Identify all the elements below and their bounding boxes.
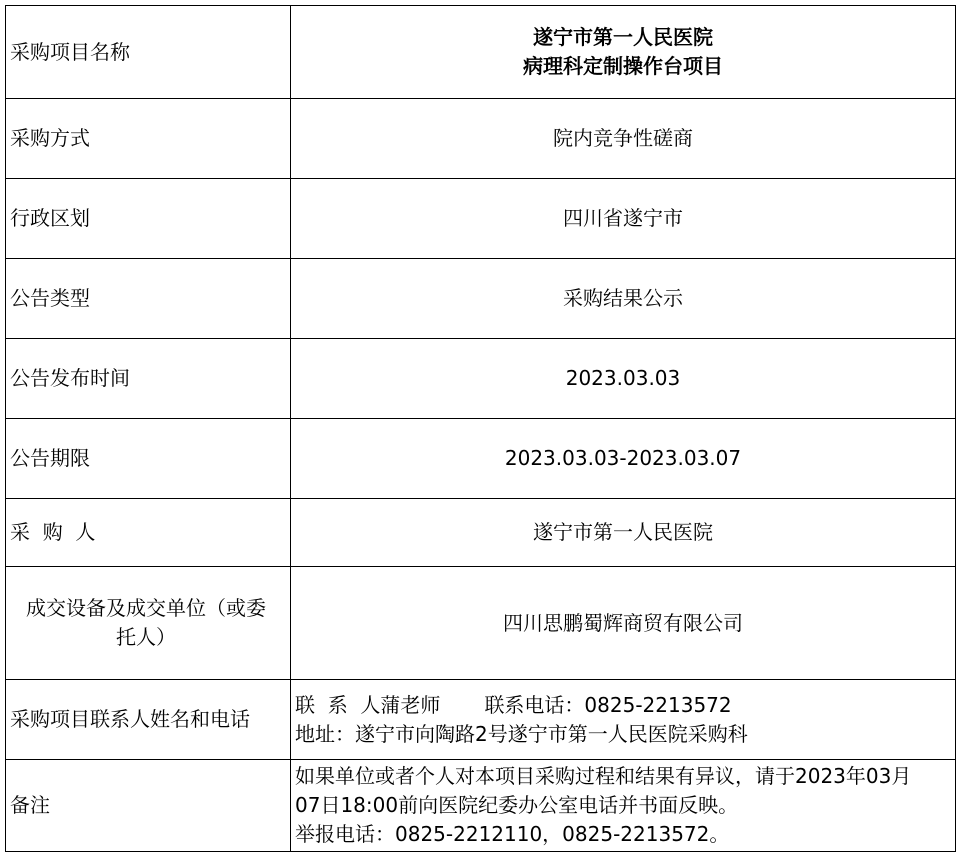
project-name-line2: 病理科定制操作台项目 <box>523 54 723 78</box>
contact-line1 <box>295 691 955 720</box>
notice-type-value: 采购结果公示 <box>291 259 956 339</box>
contact-address: 地址：遂宁市向陶路2号遂宁市第一人民医院采购科 <box>295 721 748 746</box>
region-label: 行政区划 <box>6 179 291 259</box>
method-value: 院内竞争性磋商 <box>291 99 956 179</box>
remarks-line3: 举报电话：0825-2212110，0825-2213572。 <box>295 822 730 846</box>
period-value: 2023.03.03-2023.03.07 <box>291 419 956 499</box>
notice-type-label: 公告类型 <box>6 259 291 339</box>
row-method <box>6 99 956 179</box>
row-remarks <box>6 760 956 852</box>
project-name-line1: 遂宁市第一人民医院 <box>533 25 713 49</box>
period-label: 公告期限 <box>6 419 291 499</box>
project-name-label: 采购项目名称 <box>6 6 291 99</box>
region-value: 四川省遂宁市 <box>291 179 956 259</box>
publish-time-value: 2023.03.03 <box>291 339 956 419</box>
row-project-name <box>6 6 956 99</box>
row-notice-type <box>6 259 956 339</box>
contact-phone: 联系电话：0825-2213572 <box>484 692 732 717</box>
remarks-label: 备注 <box>6 760 291 852</box>
purchaser-value: 遂宁市第一人民医院 <box>291 499 956 567</box>
row-contact <box>6 680 956 760</box>
method-label: 采购方式 <box>6 99 291 179</box>
remarks-line2: 07日18:00前向医院纪委办公室电话并书面反映。 <box>295 793 739 817</box>
winner-label <box>6 567 291 680</box>
winner-value: 四川思鹏蜀辉商贸有限公司 <box>291 567 956 680</box>
contact-label: 采购项目联系人姓名和电话 <box>6 680 291 760</box>
row-publish-time <box>6 339 956 419</box>
winner-label-line2: 托人） <box>116 625 176 649</box>
row-period <box>6 419 956 499</box>
row-winner <box>6 567 956 680</box>
contact-person: 联 系 人蒲老师 <box>295 692 441 717</box>
winner-label-line1: 成交设备及成交单位（或委 <box>26 596 266 620</box>
row-purchaser <box>6 499 956 567</box>
remarks-line1: 如果单位或者个人对本项目采购过程和结果有异议，请于2023年03月 <box>295 764 912 788</box>
purchaser-label: 采 购 人 <box>6 499 291 567</box>
publish-time-label: 公告发布时间 <box>6 339 291 419</box>
procurement-notice-table <box>5 5 956 852</box>
project-name-value <box>291 6 956 99</box>
row-region <box>6 179 956 259</box>
remarks-value <box>291 760 956 852</box>
contact-value <box>291 680 956 760</box>
